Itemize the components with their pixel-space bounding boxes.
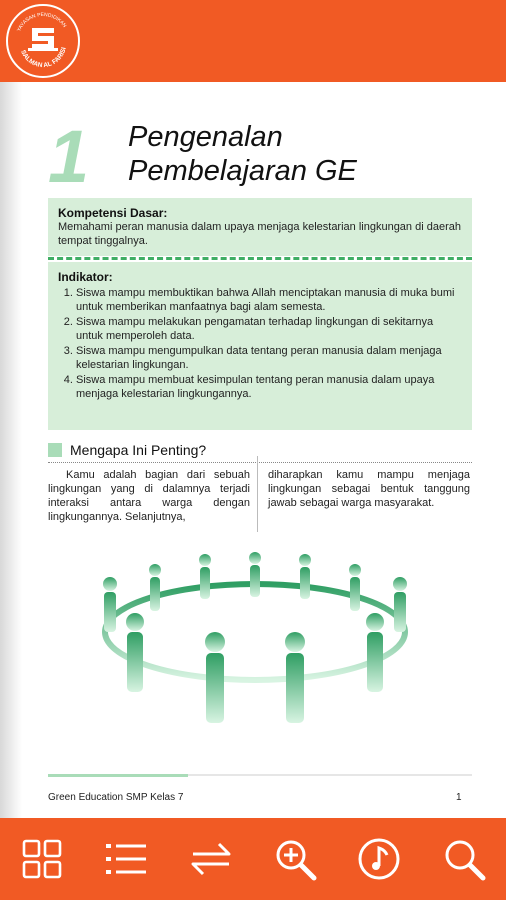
zoom-button[interactable] (270, 834, 320, 884)
book-title: Green Education SMP Kelas 7 (48, 792, 184, 803)
why-heading-text: Mengapa Ini Penting? (70, 442, 207, 458)
swap-page-button[interactable] (186, 834, 236, 884)
indicator-box (48, 262, 472, 430)
chapter-title-line1: Pengenalan (128, 121, 283, 153)
zoom-in-icon (273, 837, 317, 881)
indicator-item: 1. Siswa mampu membuktikan bahwa Allah menciptakan manusia di muka bumi untuk memberikan manfaatnya bagi alam semesta. (76, 286, 462, 314)
svg-text:YAYASAN PENDIDIKAN: YAYASAN PENDIDIKAN (16, 11, 68, 33)
heading-underline (48, 462, 472, 463)
svg-text:SALMAN AL FARISI: SALMAN AL FARISI (19, 46, 68, 70)
competency-text: Memahami peran manusia dalam upaya menjaga kelestarian lingkungan di daerah tempat tinggalnya. (58, 221, 461, 247)
top-bar (0, 0, 506, 82)
school-logo[interactable] (6, 4, 80, 78)
indicator-label: Indikator: (58, 270, 113, 284)
indicator-item: 2. Siswa mampu melakukan pengamatan terhadap lingkungan di sekitarnya untuk memperoleh data. (76, 315, 462, 343)
toc-button[interactable] (101, 834, 151, 884)
search-icon (442, 837, 486, 881)
competency-label: Kompetensi Dasar: (58, 206, 168, 220)
heading-marker (48, 443, 62, 457)
search-button[interactable] (439, 834, 489, 884)
grid-icon (20, 837, 64, 881)
chapter-number: 1 (48, 115, 90, 198)
indicator-item: 3. Siswa mampu mengumpulkan data tentang peran manusia dalam menjaga kelestarian lingkungan. (76, 344, 462, 372)
people-circle-illustration (80, 552, 430, 752)
music-icon (357, 837, 401, 881)
indicator-item: 4. Siswa mampu membuat kesimpulan tentang peran manusia dalam upaya menjaga kelestarian lingkungannya. (76, 373, 462, 401)
why-heading (48, 442, 206, 458)
competency-box (48, 198, 472, 256)
why-text-col1: Kamu adalah bagian dari sebuah lingkungan yang di dalamnya terjadi interaksi antara warga dengan lingkungannya. Selanjutnya, (48, 469, 250, 523)
swap-icon (189, 837, 233, 881)
dashed-divider (48, 257, 472, 260)
chapter-title (128, 120, 357, 188)
grid-button[interactable] (17, 834, 67, 884)
why-text-col2: diharapkan kamu mampu menjaga lingkungan sebagai bentuk tanggung jawab sebagai warga masyarakat. (268, 469, 470, 509)
bottom-toolbar (0, 818, 506, 900)
indicator-list (58, 286, 462, 401)
audio-button[interactable] (354, 834, 404, 884)
page-binding-shadow (0, 82, 22, 818)
list-icon (104, 837, 148, 881)
book-page[interactable] (0, 82, 506, 818)
column-divider (257, 456, 258, 532)
footer-rule-accent (48, 774, 188, 777)
chapter-title-line2: Pembelajaran GE (128, 155, 357, 187)
page-number: 1 (456, 792, 462, 803)
